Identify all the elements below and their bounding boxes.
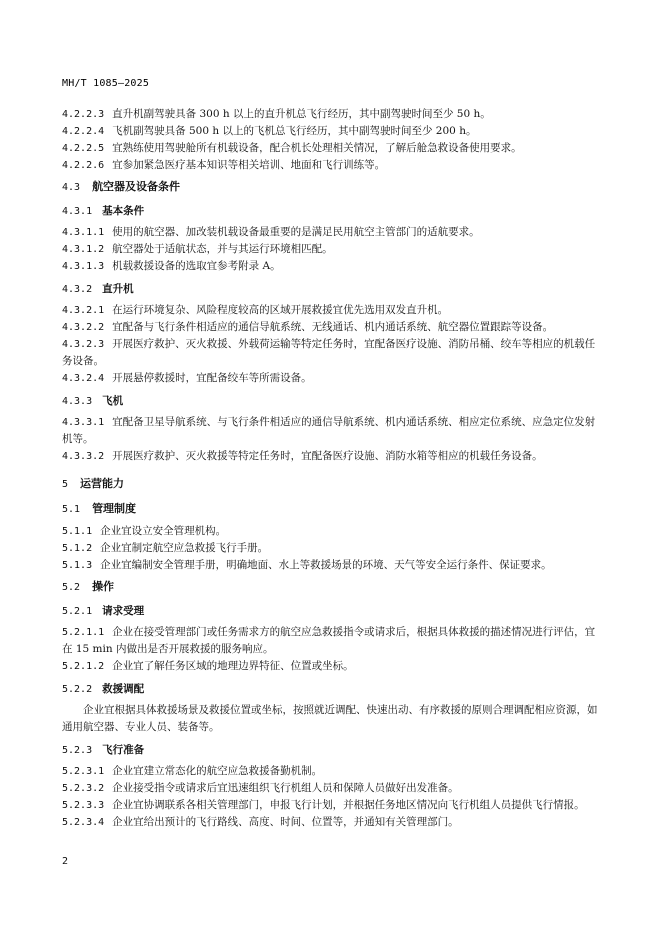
clause-text: 企业宜协调联系各相关管理部门，申报飞行计划，并根据任务地区情况向飞行机组人员提供飞行情报。 [112, 799, 585, 811]
clause-text: 企业宜设立安全管理机构。 [100, 525, 227, 537]
subsection-heading [62, 393, 602, 410]
clause-text: 使用的航空器、加改装机载设备最重要的是满足民用航空主管部门的适航要求。 [112, 226, 480, 238]
clause-text: 企业宜编制安全管理手册，明确地面、水上等救援场景的环境、天气等安全运行条件、保证要求。 [100, 559, 552, 571]
subsection-heading [62, 203, 602, 220]
clause-number: 4.2.2.3 [62, 109, 105, 120]
clause-item [62, 540, 602, 557]
clause-item [62, 302, 602, 319]
clause-text: 开展医疗救护、灭火救援等特定任务时，宜配备医疗设施、消防水箱等相应的机载任务设备。 [112, 450, 543, 462]
section-heading [62, 500, 602, 519]
clause-text: 航空器及设备条件 [92, 180, 181, 193]
clause-item [62, 106, 602, 123]
clause-item [62, 319, 602, 336]
clause-item [62, 123, 602, 140]
paragraph: 企业宜根据具体救援场景及救援位置或坐标，按照就近调配、快速出动、有序救援的原则合理调配相应资源，如通用航空器、专业人员、装备等。 [62, 704, 598, 733]
clause-number: 5.2.3.4 [62, 817, 105, 828]
clause-item [62, 523, 602, 540]
clause-number: 4.2.2.4 [62, 126, 105, 137]
clause-number: 5.2.3 [62, 745, 93, 756]
clause-text: 开展医疗救护、灭火救援、外载荷运输等特定任务时，宜配备医疗设施、消防吊桶、绞车等相应的机载任务设备。 [62, 338, 596, 367]
clause-number: 4.2.2.5 [62, 143, 105, 154]
clause-number: 5.2.2 [62, 684, 93, 695]
clause-text: 宜配备卫星导航系统、与飞行条件相适应的通信导航系统、机内通话系统、相应定位系统、应急定位发射机等。 [62, 416, 596, 445]
clause-number: 5.2.3.1 [62, 766, 105, 777]
clause-item [62, 448, 602, 465]
clause-text: 宜熟练使用驾驶舱所有机载设备，配合机长处理相关情况，了解后舱急救设备使用要求。 [112, 142, 522, 154]
clause-number: 4.3.1.2 [62, 244, 105, 255]
clause-number: 5 [62, 479, 69, 490]
clause-item [62, 224, 602, 241]
clause-text: 直升机副驾驶具备 300 h 以上的直升机总飞行经历，其中副驾驶时间至少 50 h。 [112, 108, 491, 120]
clause-number: 4.3.1 [62, 206, 93, 217]
section-heading [62, 578, 602, 597]
clause-number: 5.2.3.3 [62, 800, 105, 811]
clause-number: 5.2.3.2 [62, 783, 105, 794]
clause-text: 飞机副驾驶具备 500 h 以上的飞机总飞行经历，其中副驾驶时间至少 200 h。 [112, 125, 477, 137]
clause-text: 企业宜制定航空应急救援飞行手册。 [100, 542, 269, 554]
clause-text: 企业宜建立常态化的航空应急救援备勤机制。 [112, 765, 323, 777]
subsection-heading [62, 603, 602, 620]
clause-number: 4.2.2.6 [62, 160, 105, 171]
clause-number: 5.2.1.2 [62, 661, 105, 672]
clause-item [62, 780, 602, 797]
subsection-heading [62, 681, 602, 698]
clause-number: 5.2.1 [62, 606, 93, 617]
clause-item [62, 814, 602, 831]
section-heading [62, 178, 602, 197]
clause-item [62, 157, 602, 174]
document-id-header: MH/T 1085—2025 [62, 78, 150, 89]
clause-text: 企业宜了解任务区域的地理边界特征、位置或坐标。 [112, 660, 354, 672]
clause-item [62, 336, 602, 370]
clause-text: 宜配备与飞行条件相适应的通信导航系统、无线通话、机内通话系统、航空器位置跟踪等设备。 [112, 321, 554, 333]
clause-number: 4.3.2.1 [62, 305, 105, 316]
subsection-heading [62, 742, 602, 759]
clause-number: 4.3.1.3 [62, 261, 105, 272]
clause-item [62, 797, 602, 814]
clause-text: 救援调配 [102, 683, 145, 695]
clause-item [62, 241, 602, 258]
clause-item [62, 414, 602, 448]
clause-text: 飞行准备 [102, 744, 145, 756]
clause-text: 机载救援设备的选取宜参考附录 A。 [112, 260, 281, 272]
clause-number: 4.3.2.2 [62, 322, 105, 333]
clause-number: 4.3.2.4 [62, 373, 105, 384]
clause-number: 5.2.1.1 [62, 627, 105, 638]
clause-item [62, 624, 602, 658]
clause-number: 5.1 [62, 504, 81, 515]
clause-item [62, 140, 602, 157]
clause-text: 企业宜给出预计的飞行路线、高度、时间、位置等，并通知有关管理部门。 [112, 816, 459, 828]
clause-number: 4.3.2 [62, 284, 93, 295]
clause-text: 操作 [92, 580, 115, 593]
clause-text: 管理制度 [92, 502, 137, 515]
clause-text: 企业在接受管理部门或任务需求方的航空应急救援指令或请求后，根据具体救援的描述情况进行评估，宜在 15 min 内做出是否开展救援的服务响应。 [62, 626, 596, 655]
clause-text: 开展悬停救援时，宜配备绞车等所需设备。 [112, 372, 312, 384]
clause-item [62, 557, 602, 574]
clause-text: 飞机 [102, 395, 124, 407]
clause-text: 在运行环境复杂、风险程度较高的区域开展救援宜优先选用双发直升机。 [112, 304, 449, 316]
clause-number: 5.2 [62, 582, 81, 593]
clause-number: 5.1.1 [62, 526, 93, 537]
clause-text: 基本条件 [102, 205, 145, 217]
clause-number: 4.3.3 [62, 396, 93, 407]
clause-number: 4.3.1.1 [62, 227, 105, 238]
clause-item [62, 258, 602, 275]
clause-item [62, 370, 602, 387]
clause-number: 5.1.2 [62, 543, 93, 554]
clause-text: 运营能力 [80, 477, 125, 490]
clause-text: 直升机 [102, 283, 134, 295]
clause-number: 4.3.3.2 [62, 451, 105, 462]
document-body [62, 106, 602, 831]
clause-text: 企业接受指令或请求后宜迅速组织飞行机组人员和保障人员做好出发准备。 [112, 782, 459, 794]
clause-item [62, 763, 602, 780]
clause-number: 4.3.3.1 [62, 417, 105, 428]
subsection-heading [62, 281, 602, 298]
clause-item [62, 658, 602, 675]
clause-number: 4.3 [62, 182, 81, 193]
clause-text: 航空器处于适航状态，并与其运行环境相匹配。 [112, 243, 333, 255]
chapter-heading [62, 475, 602, 494]
clause-text: 请求受理 [102, 605, 145, 617]
clause-number: 4.3.2.3 [62, 339, 105, 350]
clause-number: 5.1.3 [62, 560, 93, 571]
clause-text: 宜参加紧急医疗基本知识等相关培训、地面和飞行训练等。 [112, 159, 386, 171]
page-number: 2 [62, 856, 69, 867]
